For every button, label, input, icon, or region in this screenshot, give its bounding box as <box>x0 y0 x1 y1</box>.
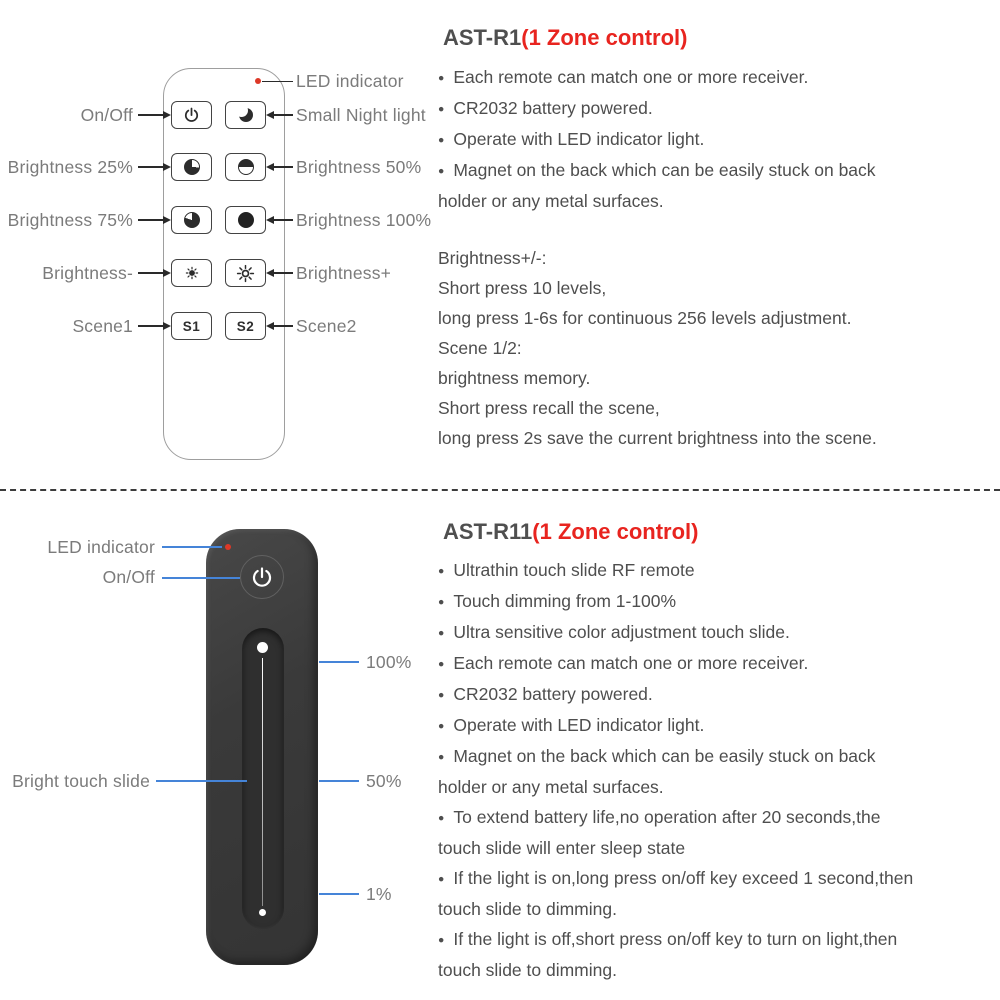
label-brightness-minus: Brightness- <box>42 263 133 283</box>
slider-dot-top <box>257 642 268 653</box>
label-led-indicator: LED indicator <box>296 71 404 91</box>
feature-item: ● Ultra sensitive color adjustment touch slide. <box>438 617 994 648</box>
pointer-line <box>273 325 293 327</box>
brightness-75-button <box>171 206 212 234</box>
pie-100-icon <box>238 212 254 228</box>
feature-item: ● Touch dimming from 1-100% <box>438 586 994 617</box>
pointer-line <box>273 166 293 168</box>
feature-item: ● Magnet on the back which can be easily stuck on back <box>438 155 994 186</box>
label-brightness-100: Brightness 100% <box>296 210 432 230</box>
feature-item: ● To extend battery life,no operation after 20 seconds,the <box>438 802 994 833</box>
brightness-minus-button <box>171 259 212 287</box>
pointer-line-blue <box>319 893 359 895</box>
note-line: long press 2s save the current brightness into the scene. <box>438 428 877 448</box>
note-line: Short press 10 levels, <box>438 278 607 298</box>
r1-notes <box>438 243 994 453</box>
on-off-button <box>171 101 212 129</box>
note-line: Scene 1/2: <box>438 338 522 358</box>
scale-label-50: 50% <box>366 771 402 791</box>
arrowhead-icon <box>163 269 171 277</box>
led-indicator-dot <box>225 544 231 550</box>
feature-item: ● Operate with LED indicator light. <box>438 710 994 741</box>
pointer-line-blue <box>162 546 222 548</box>
scale-label-1: 1% <box>366 884 392 904</box>
pie-75-icon <box>184 212 200 228</box>
feature-item-continuation: touch slide will enter sleep state <box>438 838 686 858</box>
scene1-button-label: S1 <box>182 318 201 334</box>
pointer-line-blue <box>319 661 359 663</box>
label-scene1: Scene1 <box>72 316 133 336</box>
night-light-button <box>225 101 266 129</box>
brightness-plus-button <box>225 259 266 287</box>
brightness-100-button <box>225 206 266 234</box>
pie-50-icon <box>238 159 254 175</box>
label-brightness-plus: Brightness+ <box>296 263 392 283</box>
pie-25-icon <box>184 159 200 175</box>
r1-zone: (1 Zone control) <box>521 25 688 50</box>
label-brightness-25: Brightness 25% <box>7 157 133 177</box>
feature-item: ● Each remote can match one or more receiver. <box>438 62 994 93</box>
brightness-25-button <box>171 153 212 181</box>
pointer-line-blue <box>156 780 247 782</box>
scene2-button-label: S2 <box>236 318 255 334</box>
label-brightness-75: Brightness 75% <box>7 210 133 230</box>
r11-zone: (1 Zone control) <box>532 519 699 544</box>
r11-title <box>443 519 698 545</box>
feature-item: ● Operate with LED indicator light. <box>438 124 994 155</box>
pointer-line <box>262 81 293 83</box>
r11-model: AST-R11 <box>443 519 533 544</box>
pointer-line <box>138 114 164 116</box>
pointer-line <box>138 166 164 168</box>
label-on-off: On/Off <box>80 105 133 125</box>
arrowhead-icon <box>163 111 171 119</box>
r11-feature-list <box>438 555 994 985</box>
brightness-50-button <box>225 153 266 181</box>
feature-item: ● Magnet on the back which can be easily stuck on back <box>438 741 994 772</box>
pointer-line <box>138 219 164 221</box>
feature-item-continuation: touch slide to dimming. <box>438 899 617 919</box>
note-line: long press 1-6s for continuous 256 levels adjustment. <box>438 308 852 328</box>
pointer-line <box>273 219 293 221</box>
slider-track-line <box>262 658 264 906</box>
note-line: Brightness+/-: <box>438 248 547 268</box>
note-line: Short press recall the scene, <box>438 398 660 418</box>
pointer-line <box>138 325 164 327</box>
pointer-line <box>138 272 164 274</box>
power-icon <box>182 106 201 125</box>
label-brightness-50: Brightness 50% <box>296 157 422 177</box>
scene1-button <box>171 312 212 340</box>
arrowhead-icon <box>163 322 171 330</box>
r1-model: AST-R1 <box>443 25 522 50</box>
r1-title <box>443 25 687 51</box>
feature-item: ● If the light is off,short press on/off key to turn on light,then <box>438 924 994 955</box>
feature-item: ● If the light is on,long press on/off key exceed 1 second,then <box>438 863 994 894</box>
moon-icon <box>239 108 253 122</box>
pointer-line <box>273 272 293 274</box>
note-line: brightness memory. <box>438 368 591 388</box>
label-bright-touch-slide: Bright touch slide <box>12 771 150 791</box>
feature-item: ● CR2032 battery powered. <box>438 679 994 710</box>
scale-label-100: 100% <box>366 652 412 672</box>
feature-item-continuation: holder or any metal surfaces. <box>438 777 664 797</box>
label-scene2: Scene2 <box>296 316 357 336</box>
led-indicator-dot <box>255 78 261 84</box>
pointer-line-blue <box>319 780 359 782</box>
arrowhead-icon <box>163 163 171 171</box>
on-off-touch-button <box>240 555 284 599</box>
label-led-indicator: LED indicator <box>47 537 155 557</box>
feature-item: ● CR2032 battery powered. <box>438 93 994 124</box>
slider-dot-bottom <box>259 909 266 916</box>
dashed-divider <box>0 489 1000 491</box>
scene2-button <box>225 312 266 340</box>
arrowhead-icon <box>163 216 171 224</box>
feature-item-continuation: holder or any metal surfaces. <box>438 191 664 211</box>
label-night-light: Small Night light <box>296 105 426 125</box>
sun-dim-icon <box>185 266 199 280</box>
feature-item: ● Ultrathin touch slide RF remote <box>438 555 994 586</box>
power-icon <box>249 564 275 590</box>
sun-bright-icon <box>236 264 255 283</box>
r1-feature-list <box>438 62 994 216</box>
pointer-line-blue <box>162 577 240 579</box>
feature-item-continuation: touch slide to dimming. <box>438 960 617 980</box>
label-on-off: On/Off <box>102 567 155 587</box>
pointer-line <box>273 114 293 116</box>
feature-item: ● Each remote can match one or more receiver. <box>438 648 994 679</box>
